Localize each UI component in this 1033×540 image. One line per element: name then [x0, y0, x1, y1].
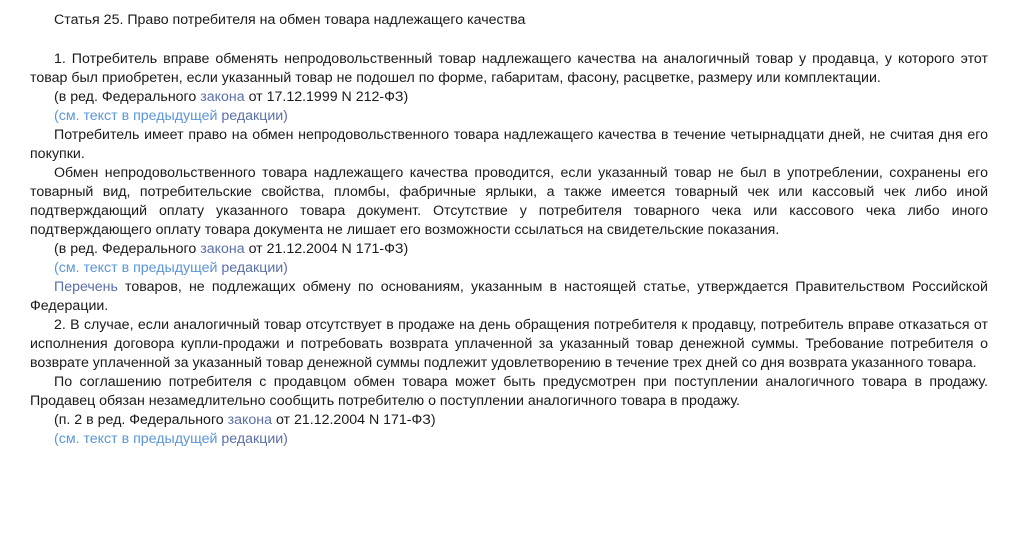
edition-note-3-prefix: (п. 2 в ред. Федерального — [54, 412, 228, 428]
edition-note-2-prefix: (в ред. Федерального — [54, 241, 201, 257]
paragraph-6: По соглашению потребителя с продавцом обмен товара может быть предусмотрен при поступлении аналогичного товара в продажу. Продавец обязан незамедлительно сообщить потребителю о поступлении аналогичного товара в продажу. — [30, 374, 988, 409]
previous-text-link-1[interactable]: (см. текст в предыдущей — [54, 108, 218, 124]
paragraph-4 — [30, 278, 988, 316]
previous-edition-note-2 — [54, 259, 988, 278]
law-link-1[interactable]: закона — [200, 89, 245, 105]
edition-note-2-suffix: от 21.12.2004 N 171-ФЗ) — [244, 241, 409, 257]
paragraph-2: Потребитель имеет право на обмен непродовольственного товара надлежащего качества в течение четырнадцати дней, не считая дня его покупки. — [30, 127, 988, 162]
edition-note-1 — [54, 88, 988, 107]
paragraph-4-text: товаров, не подлежащих обмену по основаниям, указанным в настоящей статье, утверждается Правительством Российской Федерации. — [30, 279, 988, 314]
previous-text-link-2[interactable]: (см. текст в предыдущей — [54, 260, 218, 276]
edition-link-1[interactable]: редакции) — [217, 108, 288, 124]
article-title: Статья 25. Право потребителя на обмен товара надлежащего качества — [54, 12, 526, 28]
edition-note-1-prefix: (в ред. Федерального — [54, 89, 201, 105]
edition-note-3-suffix: от 21.12.2004 N 171-ФЗ) — [272, 412, 436, 428]
paragraph-1: 1. Потребитель вправе обменять непродовольственный товар надлежащего качества на аналогичный товар у продавца, у которого этот товар был приобретен, если указанный товар не подошел по форме, габаритам, фасону, расцветке, размеру или комплектации. — [30, 51, 988, 86]
paragraph-3: Обмен непродовольственного товара надлежащего качества проводится, если указанный товар не был в употреблении, сохранены его товарный вид, потребительские свойства, пломбы, фабричные ярлыки, а также имеется товарный чек или кассовый чек либо иной подтверждающий оплату указанного товара документ. Отсутствие у потребителя товарного чека или кассового чека либо иного подтверждающего оплату товара документа не лишает его возможности ссылаться на свидетельские показания. — [30, 165, 988, 238]
spacer — [30, 30, 988, 50]
previous-edition-note-1 — [54, 107, 988, 126]
edition-note-2 — [54, 240, 988, 259]
previous-edition-note-3 — [54, 430, 988, 449]
law-link-2[interactable]: закона — [200, 241, 245, 257]
list-link[interactable]: Перечень — [54, 279, 118, 295]
previous-text-link-3[interactable]: (см. текст в предыдущей — [54, 431, 218, 447]
paragraph-5: 2. В случае, если аналогичный товар отсутствует в продаже на день обращения потребителя к продавцу, потребитель вправе отказаться от исполнения договора купли-продажи и потребовать возврата уплаченной за указанный товар денежной суммы. Требование потребителя о возврате уплаченной за указанный товар денежной суммы подлежит удовлетворению в течение трех дней со дня возврата указанного товара. — [30, 317, 988, 371]
edition-note-3 — [54, 411, 988, 430]
edition-note-1-suffix: от 17.12.1999 N 212-ФЗ) — [244, 89, 409, 105]
document-body — [30, 10, 988, 449]
law-link-3[interactable]: закона — [227, 412, 273, 428]
edition-link-3[interactable]: редакции) — [217, 431, 288, 447]
edition-link-2[interactable]: редакции) — [217, 260, 288, 276]
